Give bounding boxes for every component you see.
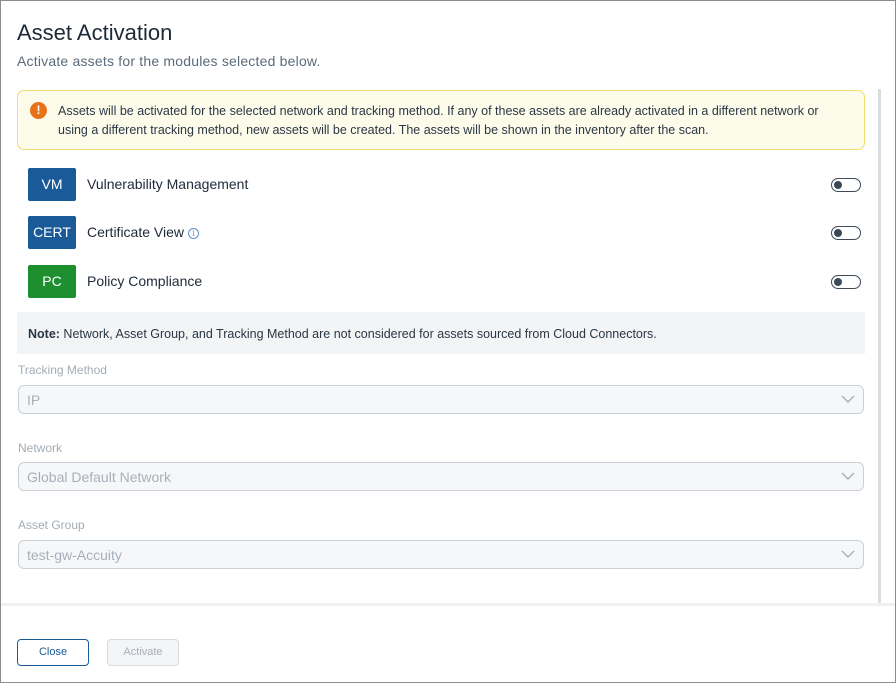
toggle-knob	[834, 278, 842, 286]
warning-circle-icon: !	[30, 102, 47, 119]
dialog-subtitle: Activate assets for the modules selected below.	[17, 53, 321, 69]
asset-group-select[interactable]	[18, 540, 864, 569]
asset-group-label: Asset Group	[18, 518, 85, 532]
toggle-knob	[834, 229, 842, 237]
network-label: Network	[18, 441, 63, 455]
banner-text: Assets will be activated for the selected network and tracking method. If any of these assets are already activated in a different network or using a different tracking method, new assets will be created. The assets will be shown in the inventory after the scan.	[58, 104, 819, 137]
module-label-cert-wrapper	[87, 224, 199, 240]
scrollbar[interactable]	[878, 89, 881, 603]
module-label-vm: Vulnerability Management	[87, 176, 249, 192]
module-label-pc: Policy Compliance	[87, 273, 203, 289]
module-badge-cert: CERT	[28, 216, 76, 249]
chevron-down-icon	[841, 471, 855, 481]
note-prefix: Note:	[28, 327, 60, 341]
toggle-knob	[834, 181, 842, 189]
chevron-down-icon	[841, 394, 855, 404]
module-badge-pc: PC	[28, 265, 76, 298]
close-button[interactable]: Close	[17, 639, 89, 666]
info-icon[interactable]: i	[188, 228, 199, 239]
chevron-down-icon	[841, 549, 855, 559]
footer-divider	[1, 603, 895, 606]
network-value: Global Default Network	[27, 469, 171, 485]
activate-button[interactable]: Activate	[107, 639, 179, 666]
asset-group-value: test-gw-Accuity	[27, 547, 122, 563]
module-row-vm	[28, 168, 865, 202]
dialog-title: Asset Activation	[17, 20, 173, 45]
network-select[interactable]	[18, 462, 864, 491]
toggle-cert[interactable]	[831, 226, 861, 240]
module-badge-vm: VM	[28, 168, 76, 201]
note-text: Network, Asset Group, and Tracking Method are not considered for assets sourced from Cloud Connectors.	[59, 327, 657, 341]
toggle-pc[interactable]	[831, 275, 861, 289]
tracking-method-select[interactable]	[18, 385, 864, 414]
module-label-cert: Certificate View	[87, 224, 185, 240]
module-row-cert	[28, 216, 865, 250]
tracking-method-label: Tracking Method	[18, 363, 107, 377]
info-banner	[17, 90, 865, 150]
tracking-method-value: IP	[27, 392, 41, 408]
note-box	[17, 312, 865, 354]
module-row-pc	[28, 265, 865, 299]
toggle-vm[interactable]	[831, 178, 861, 192]
